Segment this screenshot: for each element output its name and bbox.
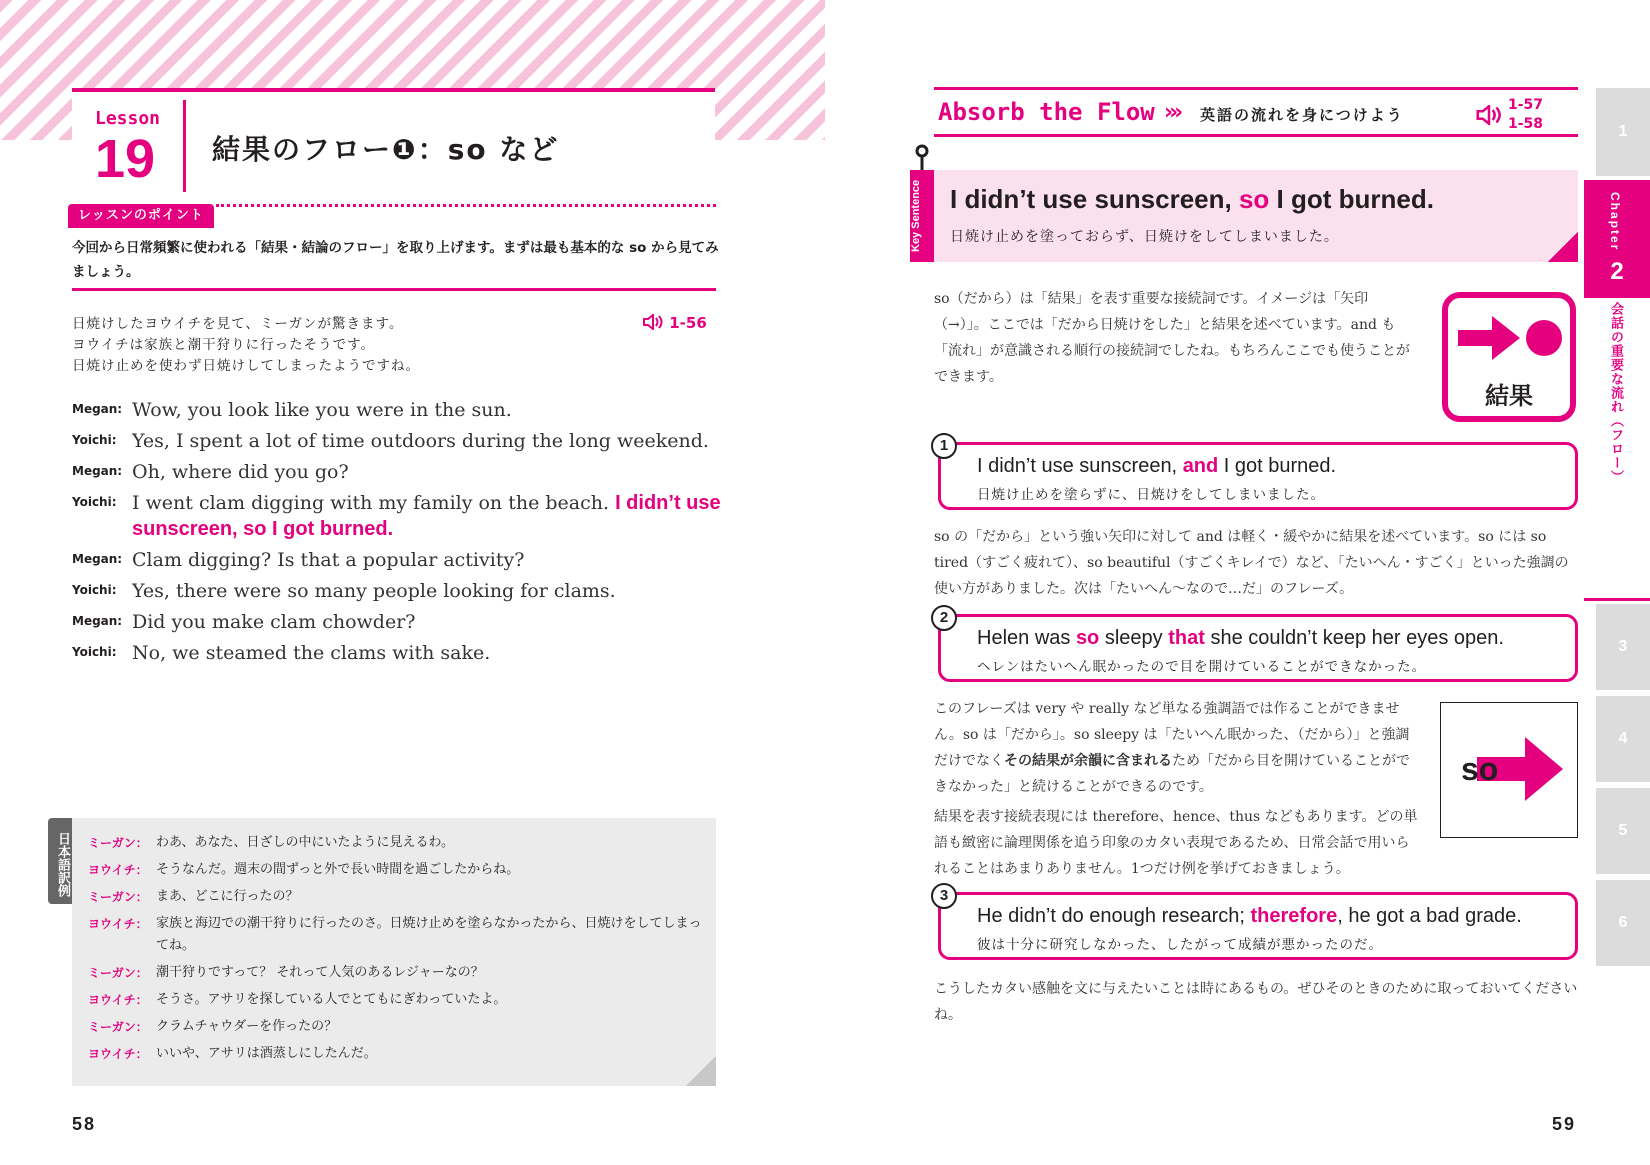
example-en: [977, 455, 1336, 478]
key-sentence-highlight: I didn’t use sunscreen, so I got burned.: [132, 492, 721, 540]
dialog-row: [72, 428, 727, 454]
translation-row: [88, 989, 708, 1011]
dialog-line: [132, 397, 512, 423]
speaker-label: Megan:: [72, 614, 123, 628]
ex-en-part: I didn’t use sunscreen,: [977, 455, 1183, 477]
key-sentence-tab: Key Sentence: [910, 170, 934, 262]
translation-row: [88, 832, 708, 854]
dialog-row: [72, 609, 727, 635]
lesson-title: 結果のフロー❶：so など: [212, 133, 560, 166]
translation-row: [88, 886, 708, 908]
dialog-text: Yes, there were so many people looking for clams.: [132, 580, 616, 602]
audio-track-right[interactable]: [1508, 96, 1543, 134]
lesson-number: 19: [95, 129, 156, 189]
absorb-rule-top: [934, 87, 1578, 90]
dialog-row: [72, 490, 727, 542]
example-jp: ヘレンはたいへん眠かったので目を開けていることができなかった。: [977, 659, 1427, 675]
chapter-title-panel: [1584, 298, 1650, 598]
dialog-text: Oh, where did you go?: [132, 461, 349, 483]
explanation-paragraph: [934, 804, 1582, 882]
para-bold: その結果が余韻に含まれる: [1004, 753, 1172, 769]
dialog-line: [132, 578, 616, 604]
dialog-line: [132, 490, 727, 542]
speaker-icon: [1474, 105, 1504, 125]
chapter-num: 2: [1610, 258, 1624, 285]
ex-en-highlight: that: [1168, 627, 1205, 649]
speaker-label: Yoichi:: [72, 495, 117, 509]
page-number-right: 59: [1552, 1114, 1577, 1134]
ex-en-part: sleepy: [1099, 627, 1169, 649]
example-jp: 彼は十分に研究しなかった、したがって成績が悪かったのだ。: [977, 937, 1383, 953]
chapter-title: 会話の重要な流れ（フロー）: [1608, 302, 1623, 484]
key-sentence-en: [950, 184, 1434, 215]
key-sentence-jp: 日焼け止めを塗っておらず、日焼けをしてしまいました。: [950, 229, 1339, 245]
dialog-row: [72, 547, 727, 573]
page-number-left: 58: [72, 1114, 97, 1134]
example-number: 2: [931, 605, 957, 631]
dialog-text: No, we steamed the clams with sake.: [132, 642, 491, 664]
explanation-paragraph: so の「だから」という強い矢印に対して and は軽く・緩やかに結果を述べています。so には so tired（すごく疲れて）、so beautiful（すごくキレイで）など、「たいへん・すごく」といった強調の使い方がありました。次は「たいへん〜なので…だ」のフレーズ。: [934, 529, 1569, 597]
ex-en-part: she couldn’t keep her eyes open.: [1204, 627, 1504, 649]
chapter-rule: [1584, 598, 1650, 601]
chapter-word: Chapter: [1608, 192, 1622, 252]
speaker-label: ミーガン：: [88, 890, 148, 904]
dialog-text: Did you make clam chowder?: [132, 611, 416, 633]
ex-en-part: Helen was: [977, 627, 1076, 649]
translation-tab: 日本語訳例: [48, 818, 72, 904]
translation-dialog: [88, 832, 708, 1070]
key-icon: [912, 144, 932, 172]
ex-en-highlight: so: [1075, 627, 1100, 649]
absorb-title: Absorb the Flow: [938, 98, 1155, 126]
lesson-label: Lesson: [95, 108, 161, 129]
example-number: 3: [931, 883, 957, 909]
dotted-divider: [216, 204, 716, 207]
translation-row: [88, 913, 708, 957]
key-en-highlight: so: [1238, 184, 1270, 214]
para-part: このフレーズは very や really など単なる強調語では作ることができません。so は「だから」。so sleepy は「たいへん眠かった、（だから）」と強調だけでなく: [934, 701, 1410, 769]
translation-text: まあ、どこに行ったの？: [156, 889, 299, 904]
translation-text: いいや、アサリは酒蒸しにしたんだ。: [156, 1046, 377, 1061]
chapter-tab-6[interactable]: 6: [1596, 880, 1650, 966]
audio-track-label: 1-56: [669, 314, 707, 332]
dialog-text: Yes, I spent a lot of time outdoors during the long weekend.: [132, 430, 709, 452]
intro-line: 日焼け止めを使わず日焼けしてしまったようですね。: [72, 358, 420, 374]
dialog: [72, 397, 727, 671]
dialog-text: I went clam digging with my family on the beach.: [132, 492, 616, 514]
ex-en-part: He didn’t do enough research;: [977, 905, 1251, 927]
speaker-label: ヨウイチ：: [88, 1047, 148, 1061]
absorb-subtitle: 英語の流れを身につけよう: [1200, 106, 1404, 124]
speaker-label: ヨウイチ：: [88, 917, 148, 931]
intro-line: 日焼けしたヨウイチを見て、ミーガンが驚きます。: [72, 316, 404, 332]
translation-row: [88, 1016, 708, 1038]
example-en: [977, 905, 1522, 928]
dialog-text: Clam digging? Is that a popular activity?: [132, 549, 525, 571]
intro-line: ヨウイチは家族と潮干狩りに行ったそうです。: [72, 337, 376, 353]
explanation-paragraph: so（だから）は「結果」を表す重要な接続詞です。イメージは「矢印（→）」。ここでは「だから日焼けをした」と結果を述べています。and も「流れ」が意識される順行の接続詞でしたね。もちろんここでも使うことができます。: [934, 291, 1410, 385]
translation-text: わあ、あなた、日ざしの中にいたように見えるわ。: [156, 835, 454, 850]
arrow-circle-icon: [1448, 302, 1570, 382]
translation-text: 潮干狩りですって？ それって人気のあるレジャーなの？: [156, 965, 484, 980]
so-label: so: [1461, 751, 1499, 787]
page-fold: [1548, 232, 1578, 262]
chapter-tab-4[interactable]: 4: [1596, 696, 1650, 782]
absorb-rule-bottom: [934, 134, 1578, 137]
key-en-part: I got burned.: [1269, 184, 1434, 214]
speaker-label: Yoichi:: [72, 433, 117, 447]
dialog-row: [72, 397, 727, 423]
result-illustration: [1442, 292, 1576, 422]
point-rule: [72, 288, 716, 291]
speaker-label: ミーガン：: [88, 1020, 148, 1034]
explanation-paragraph: [934, 696, 1420, 800]
ex-en-part: , he got a bad grade.: [1337, 905, 1522, 927]
lesson-divider: [183, 100, 186, 192]
lesson-point-text: 今回から日常頻繁に使われる「結果・結論のフロー」を取り上げます。まずは最も基本的な so から見てみましょう。: [72, 240, 719, 280]
speaker-label: Megan:: [72, 402, 123, 416]
translation-row: [88, 962, 708, 984]
translation-text: クラムチャウダーを作ったの？: [156, 1019, 338, 1034]
scene-intro: [72, 314, 420, 377]
speaker-label: ミーガン：: [88, 966, 148, 980]
example-3: [938, 887, 1578, 960]
translation-text: 家族と海辺での潮干狩りに行ったのさ。日焼け止めを塗らなかったから、日焼けをしてしまってね。: [156, 916, 702, 953]
translation-row: [88, 1043, 708, 1065]
dialog-row: [72, 640, 727, 666]
example-1: [938, 437, 1578, 510]
ex-en-highlight: and: [1182, 455, 1219, 477]
audio-track-label: 1-57: [1508, 97, 1544, 113]
dialog-row: [72, 578, 727, 604]
chapter-tab-5[interactable]: 5: [1596, 788, 1650, 874]
translation-row: [88, 859, 708, 881]
speaker-label: ヨウイチ：: [88, 863, 148, 877]
speaker-label: ミーガン：: [88, 836, 148, 850]
chapter-tab-2[interactable]: [1584, 180, 1650, 298]
translation-text: そうなんだ。週末の間ずっと外で長い時間を過ごしたからね。: [156, 862, 520, 877]
ex-en-highlight: therefore: [1250, 905, 1338, 927]
audio-track-label: 1-58: [1508, 116, 1544, 132]
chapter-tab-3[interactable]: 3: [1596, 604, 1650, 690]
example-jp: 日焼け止めを塗らずに、日焼けをしてしまいました。: [977, 487, 1325, 503]
result-label: 結果: [1485, 382, 1533, 410]
example-en: [977, 627, 1504, 650]
para-part: ため「だから目を開けていることができなかった」と続けることができるのです。: [934, 753, 1410, 795]
chevrons-icon: ›››: [1164, 100, 1180, 125]
dialog-line: [132, 428, 709, 454]
speaker-icon: [642, 314, 664, 330]
speaker-label: ヨウイチ：: [88, 993, 148, 1007]
speaker-label: Megan:: [72, 552, 123, 566]
explanation-paragraph: こうしたカタい感触を文に与えたいことは時にあるもの。ぜひそのときのために取っておいてくださいね。: [934, 981, 1578, 1023]
translation-text: そうさ。アサリを探している人でとてもにぎわっていたよ。: [156, 992, 507, 1007]
key-en-part: I didn’t use sunscreen,: [950, 184, 1239, 214]
chapter-tab-1[interactable]: 1: [1596, 88, 1650, 176]
example-2: [938, 609, 1578, 682]
dialog-row: [72, 459, 727, 485]
para-part: 結果を表す接続表現には therefore、hence、thus などもあります。どの単語も緻密に論理関係を追う印象のカタい表現であるため、日常会話で用いられることはあまりありません。1つだけ例を挙げておきましょう。: [934, 809, 1418, 877]
dialog-line: [132, 547, 524, 573]
dialog-line: [132, 609, 415, 635]
lesson-point-badge: レッスンのポイント: [68, 204, 214, 228]
dialog-line: [132, 640, 490, 666]
speaker-label: Megan:: [72, 464, 123, 478]
dialog-line: [132, 459, 349, 485]
speaker-label: Yoichi:: [72, 645, 117, 659]
speaker-label: Yoichi:: [72, 583, 117, 597]
example-number: 1: [931, 433, 957, 459]
audio-track-left[interactable]: [642, 314, 707, 332]
dialog-text: Wow, you look like you were in the sun.: [132, 399, 512, 421]
ex-en-part: I got burned.: [1218, 455, 1337, 477]
